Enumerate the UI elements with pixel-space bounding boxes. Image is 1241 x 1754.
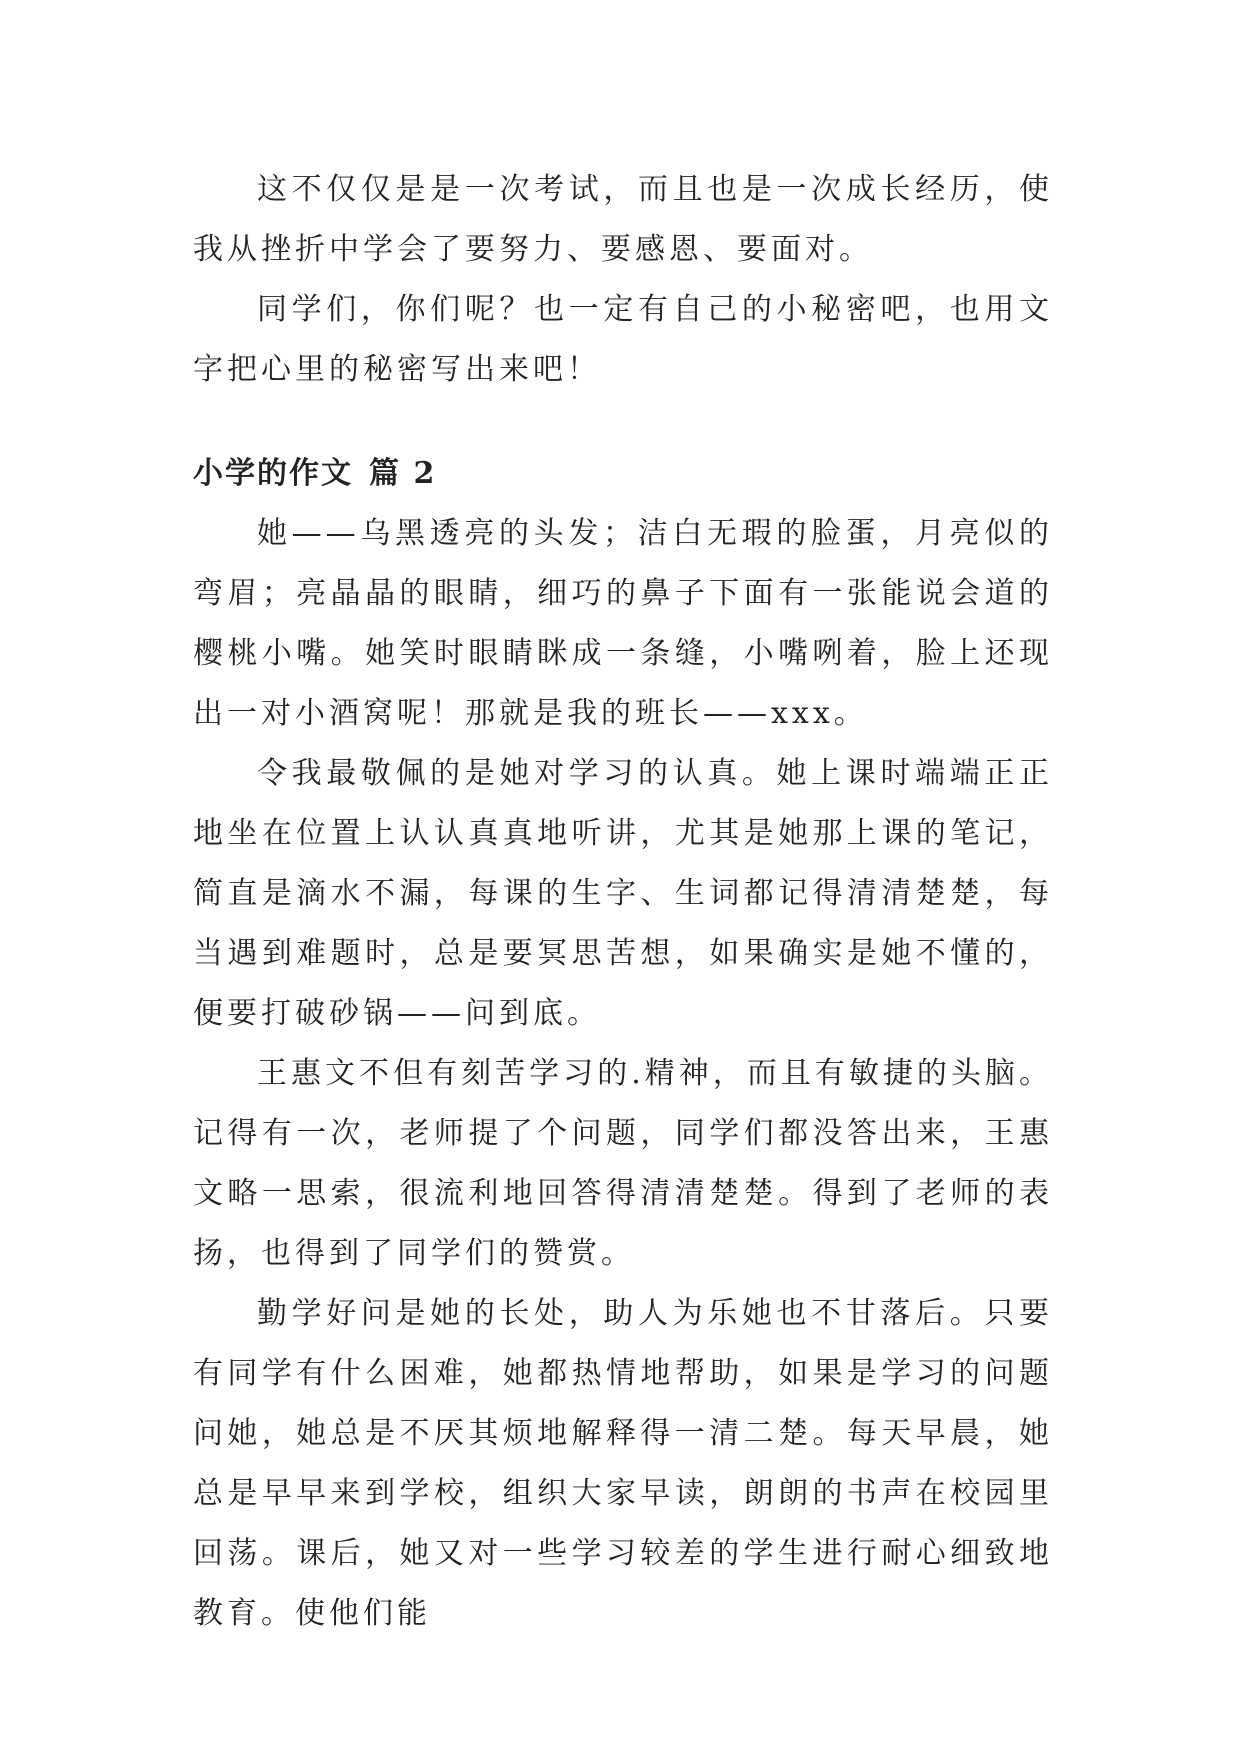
paragraph-exam-growth: 这不仅仅是是一次考试，而且也是一次成长经历，使我从挫折中学会了要努力、要感恩、要面对。: [193, 172, 1053, 267]
document-page: [193, 160, 1053, 1644]
paragraph-classmates-secret: 同学们，你们呢？也一定有自己的小秘密吧，也用文字把心里的秘密写出来吧！: [193, 292, 1053, 387]
paragraph-helping-others: 勤学好问是她的长处，助人为乐她也不甘落后。只要有同学有什么困难，她都热情地帮助，如果是学习的问题问她，她总是不厌其烦地解释得一清二楚。每天早晨，她总是早早来到学校，组织大家早读，朗朗的书声在校园里回荡。课后，她又对一些学习较差的学生进行耐心细致地教育。使他们能: [193, 1296, 1053, 1631]
section-title: 小学的作文: [193, 456, 353, 491]
section-heading: [193, 444, 1053, 504]
paragraph-study-attitude: 令我最敬佩的是她对学习的认真。她上课时端端正正地坐在位置上认认真真地听讲，尤其是她那上课的笔记，简直是滴水不漏，每课的生字、生词都记得清清楚楚，每当遇到难题时，总是要冥思苦想，如果确实是她不懂的，便要打破砂锅——问到底。: [193, 756, 1053, 1031]
paragraph-quick-thinking: 王惠文不但有刻苦学习的.精神，而且有敏捷的头脑。记得有一次，老师提了个问题，同学们都没答出来，王惠文略一思索，很流利地回答得清清楚楚。得到了老师的表扬，也得到了同学们的赞赏。: [193, 1056, 1053, 1271]
paragraph-monitor-appearance: 她——乌黑透亮的头发；洁白无瑕的脸蛋，月亮似的弯眉；亮晶晶的眼睛，细巧的鼻子下面有一张能说会道的樱桃小嘴。她笑时眼睛眯成一条缝，小嘴咧着，脸上还现出一对小酒窝呢！那就是我的班长——xxx。: [193, 516, 1053, 731]
section-number: 篇 2: [369, 456, 437, 491]
